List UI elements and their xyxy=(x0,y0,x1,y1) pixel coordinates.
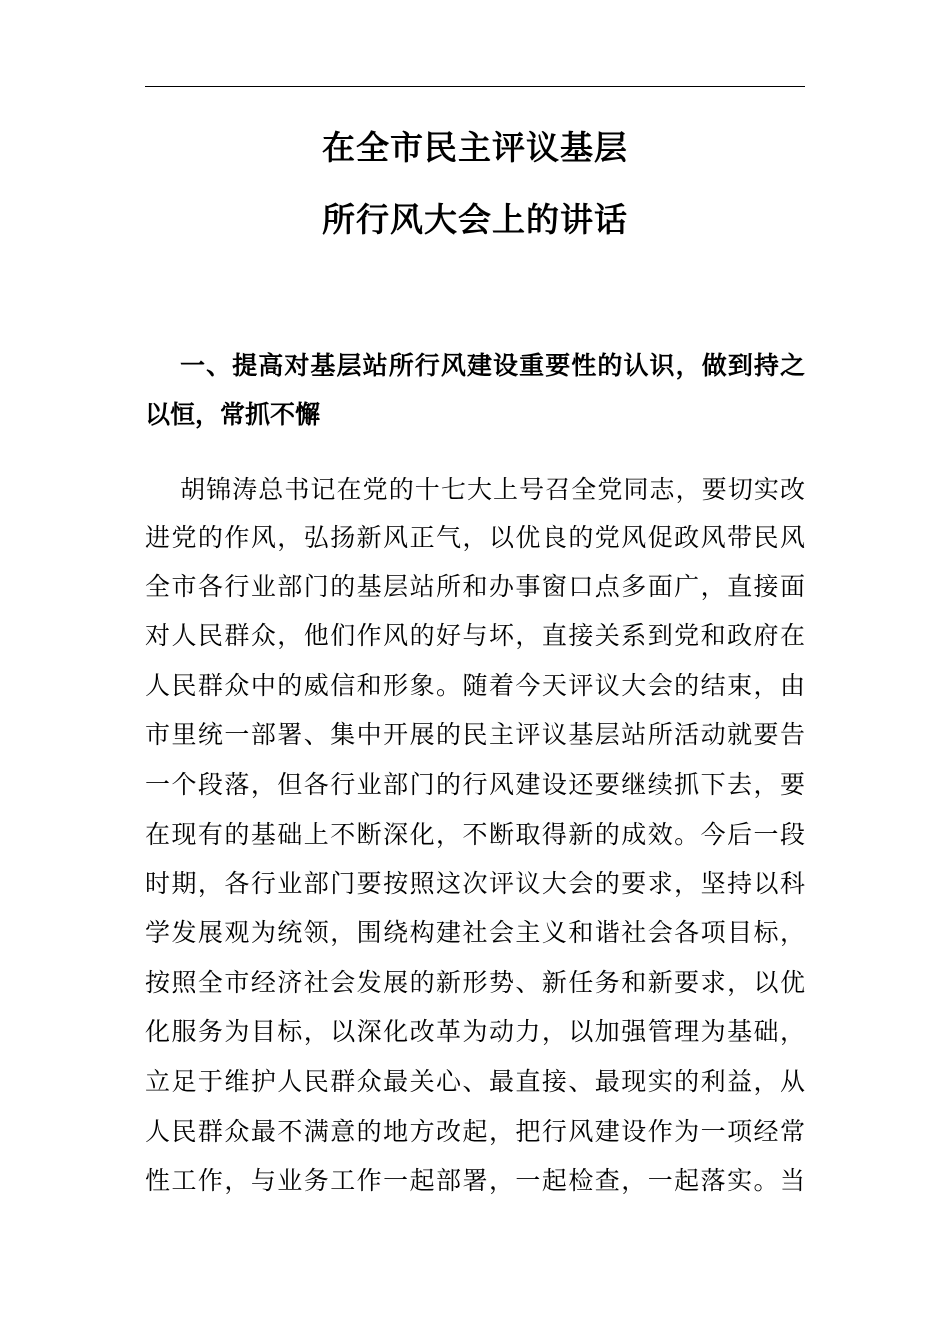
paragraph-line: 全市各行业部门的基层站所和办事窗口点多面广，直接面 xyxy=(145,572,805,601)
paragraph-line: 化服务为目标，以深化改革为动力，以加强管理为基础， xyxy=(145,1017,805,1046)
paragraph-line: 在现有的基础上不断深化，不断取得新的成效。今后一段 xyxy=(145,820,805,849)
paragraph-line: 人民群众最不满意的地方改起，把行风建设作为一项经常 xyxy=(145,1117,805,1146)
paragraph-line: 进党的作风，弘扬新风正气，以优良的党风促政风带民风 xyxy=(145,523,805,552)
paragraph-line: 对人民群众，他们作风的好与坏，直接关系到党和政府在 xyxy=(145,621,805,650)
paragraph-line: 时期，各行业部门要按照这次评议大会的要求，坚持以科 xyxy=(145,869,805,898)
document-title-line-2: 所行风大会上的讲话 xyxy=(322,200,628,239)
document-title-line-1: 在全市民主评议基层 xyxy=(322,128,628,167)
paragraph-line: 学发展观为统领，围绕构建社会主义和谐社会各项目标， xyxy=(145,918,805,947)
header-rule xyxy=(145,86,805,87)
section-heading-line-1: 一、提高对基层站所行风建设重要性的认识，做到持之 xyxy=(180,351,805,380)
paragraph-line: 性工作，与业务工作一起部署，一起检查，一起落实。当 xyxy=(145,1166,805,1195)
paragraph-line: 按照全市经济社会发展的新形势、新任务和新要求，以优 xyxy=(145,968,805,997)
paragraph-line: 立足于维护人民群众最关心、最直接、最现实的利益，从 xyxy=(145,1067,805,1096)
paragraph-line: 一个段落，但各行业部门的行风建设还要继续抓下去，要 xyxy=(145,770,805,799)
section-heading-line-2: 以恒，常抓不懈 xyxy=(145,400,321,429)
paragraph-line: 人民群众中的威信和形象。随着今天评议大会的结束，由 xyxy=(145,671,805,700)
paragraph-line: 胡锦涛总书记在党的十七大上号召全党同志，要切实改 xyxy=(180,475,805,504)
paragraph-line: 市里统一部署、集中开展的民主评议基层站所活动就要告 xyxy=(145,720,805,749)
